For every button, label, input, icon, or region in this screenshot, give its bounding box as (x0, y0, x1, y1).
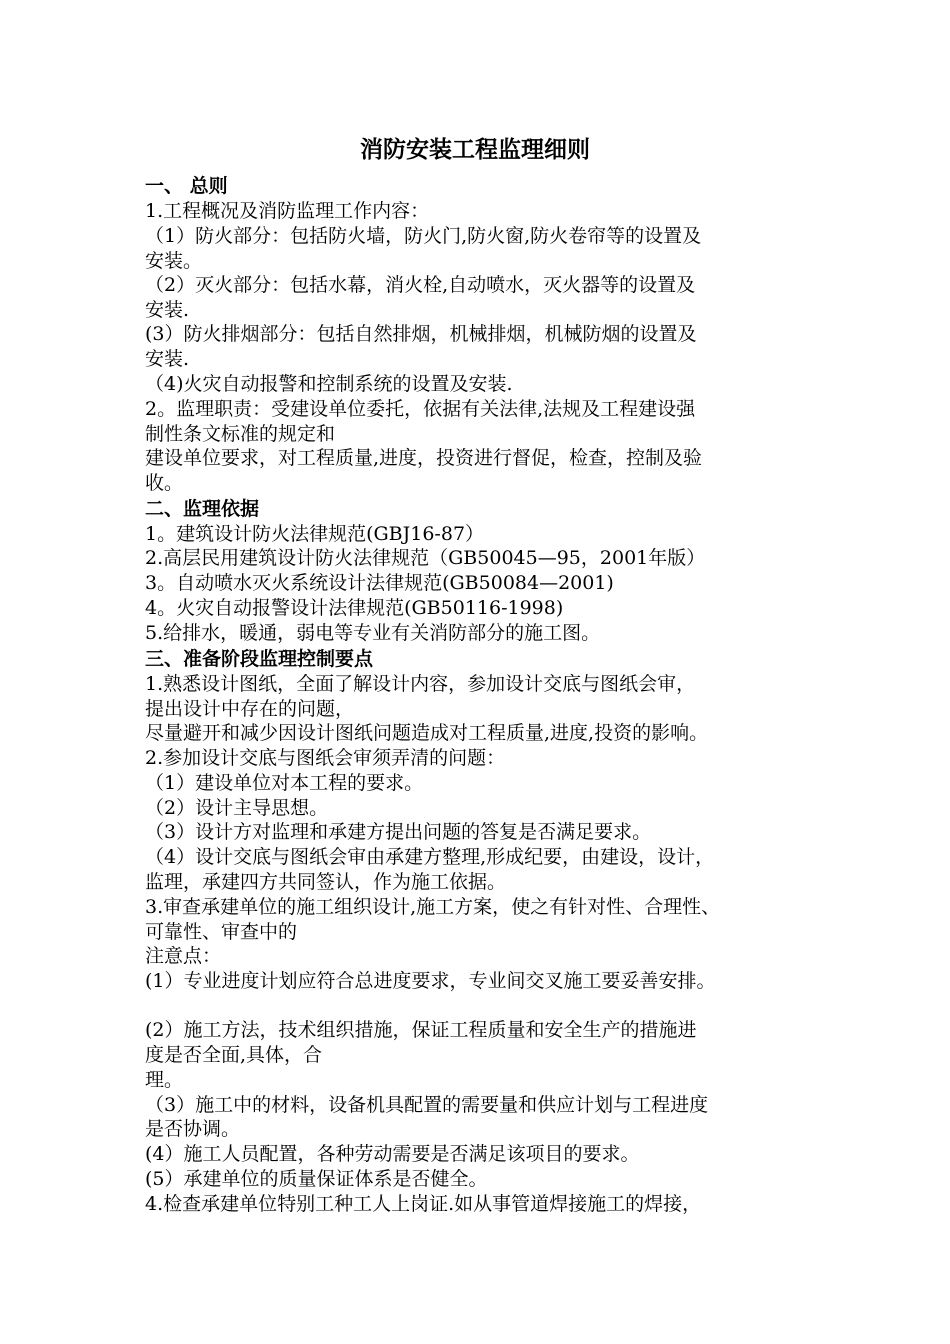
text-line: 安装. (145, 348, 190, 370)
text-line: （2）灭火部分：包括水幕，消火栓,自动喷水，灭火器等的设置及 (145, 274, 696, 296)
text-line: 监理，承建四方共同签认，作为施工依据。 (145, 871, 507, 893)
section-heading: 二、监理依据 (145, 498, 260, 520)
text-line: 制性条文标准的规定和 (145, 423, 336, 445)
text-line: （2）设计主导思想。 (145, 797, 329, 819)
text-line: 2.高层民用建筑设计防火法律规范（GB50045—95，2001年版） (145, 547, 706, 569)
text-line: 提出设计中存在的问题， (145, 698, 355, 720)
text-line: 是否协调。 (145, 1118, 241, 1140)
text-line: 1.工程概况及消防监理工作内容： (145, 200, 430, 222)
text-line: 可靠性、审查中的 (145, 921, 298, 943)
text-line: 安装. (145, 299, 190, 321)
text-line: 注意点： (145, 945, 222, 967)
text-line: 3.审查承建单位的施工组织设计,施工方案，使之有针对性、合理性、 (145, 896, 721, 918)
section-heading: 一、 总则 (145, 175, 228, 197)
text-line: （1）防火部分：包括防火墙，防火门,防火窗,防火卷帘等的设置及 (145, 225, 702, 247)
text-line: (4）施工人员配置，各种劳动需要是否满足该项目的要求。 (145, 1143, 640, 1165)
text-line: （3）施工中的材料，设备机具配置的需要量和供应计划与工程进度 (145, 1094, 709, 1116)
text-line: (3）防火排烟部分：包括自然排烟，机械排烟，机械防烟的设置及 (145, 323, 697, 345)
text-line: 尽量避开和减少因设计图纸问题造成对工程质量,进度,投资的影响。 (145, 722, 709, 744)
text-line: （4)火灾自动报警和控制系统的设置及安装. (145, 373, 513, 395)
text-line: 2。监理职责：受建设单位委托，依据有关法律,法规及工程建设强 (145, 398, 696, 420)
document-title: 消防安装工程监理细则 (360, 137, 590, 163)
text-line: （1）建设单位对本工程的要求。 (145, 772, 424, 794)
section-heading: 三、准备阶段监理控制要点 (145, 648, 374, 670)
text-line: （4）设计交底与图纸会审由承建方整理,形成纪要，由建设，设计， (145, 846, 715, 868)
text-line: 安装。 (145, 250, 203, 272)
text-line: 4.检查承建单位特别工种工人上岗证.如从事管道焊接施工的焊接， (145, 1193, 702, 1215)
text-line: 度是否全面,具体，合 (145, 1044, 323, 1066)
text-line: 1.熟悉设计图纸，全面了解设计内容，参加设计交底与图纸会审， (145, 673, 696, 695)
text-line: 5.给排水，暖通，弱电等专业有关消防部分的施工图。 (145, 622, 601, 644)
text-line: （3）设计方对监理和承建方提出问题的答复是否满足要求。 (145, 821, 652, 843)
text-line: 1。建筑设计防火法律规范(GBJ16-87） (145, 523, 485, 545)
text-line: 建设单位要求，对工程质量,进度，投资进行督促，检查，控制及验 (145, 447, 703, 469)
text-line: (1）专业进度计划应符合总进度要求，专业间交叉施工要妥善安排。 (145, 970, 716, 992)
text-line: 4。火灾自动报警设计法律规范(GB50116-1998) (145, 597, 564, 619)
text-line: (5）承建单位的质量保证体系是否健全。 (145, 1168, 488, 1190)
text-line: 3。自动喷水灭火系统设计法律规范(GB50084—2001) (145, 572, 614, 594)
text-line: 收。 (145, 472, 184, 494)
text-line: 2.参加设计交底与图纸会审须弄清的问题： (145, 747, 506, 769)
text-line: (2）施工方法，技术组织措施，保证工程质量和安全生产的措施进 (145, 1019, 697, 1041)
text-line: 理。 (145, 1069, 184, 1091)
